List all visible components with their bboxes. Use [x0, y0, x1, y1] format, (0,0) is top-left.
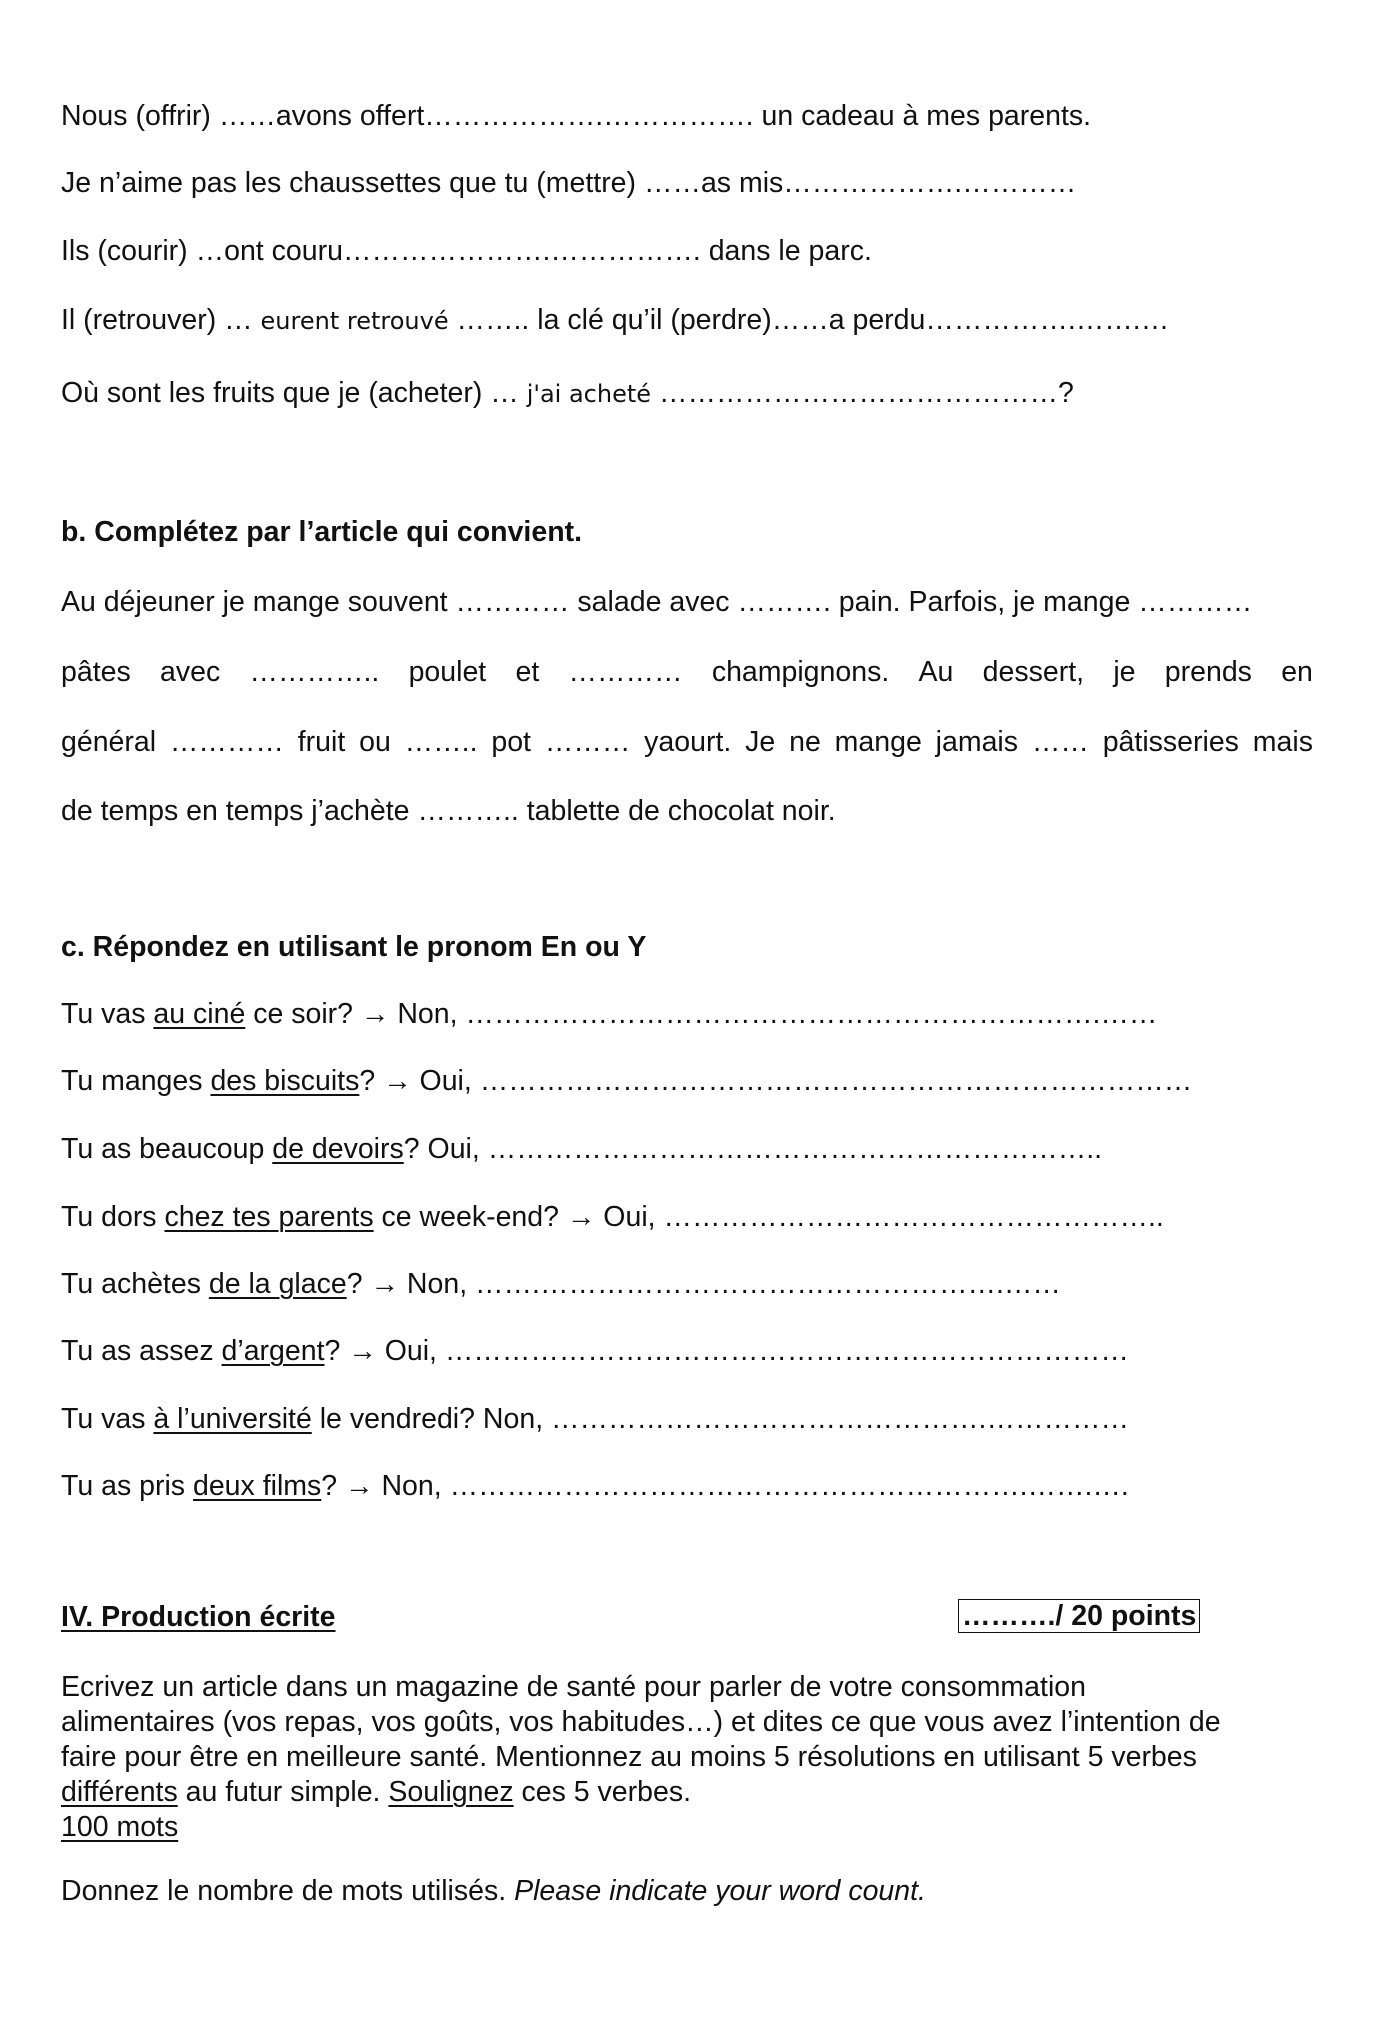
prompt-text: Où sont les fruits que je (acheter) …	[61, 377, 527, 409]
word: prends	[1164, 656, 1252, 688]
question-text: Tu as assez	[61, 1335, 222, 1367]
exercise-c-question-1	[61, 997, 1157, 1031]
exercise-b-line-4: de temps en temps j’achète ……….. tablette de chocolat noir.	[61, 795, 836, 827]
underlined-phrase: chez tes parents	[164, 1201, 374, 1233]
question-text: Tu manges	[61, 1065, 211, 1097]
prompt-text: …….. la clé qu’il (perdre)……	[448, 304, 829, 336]
prompt-text: Nous (offrir) ……	[61, 100, 276, 132]
exercise-c-question-7	[61, 1402, 1129, 1436]
answer-text: ont couru	[224, 235, 343, 267]
exercise-c-question-4	[61, 1200, 1164, 1234]
exercise-c-question-2	[61, 1064, 1192, 1098]
word: ou	[359, 726, 391, 758]
exercise-a-line-1	[61, 99, 1091, 133]
word: pot	[491, 726, 531, 758]
word: avec	[160, 656, 221, 688]
word: général	[61, 726, 157, 758]
blank-text: ………………….……………. dans le parc.	[342, 235, 872, 267]
blank-text: ……………………………………?	[651, 377, 1074, 409]
blank-text: …………..	[249, 656, 380, 688]
prompt-line: Ecrivez un article dans un magazine de santé pour parler de votre consommation	[61, 1671, 1086, 1703]
exercise-a-line-4	[61, 303, 1169, 338]
question-text: Tu vas	[61, 1403, 154, 1435]
blank-text: ……………….…………	[783, 167, 1077, 199]
question-text: ? → Oui, …………………………………………………………………	[359, 1065, 1193, 1097]
section-c-heading: c. Répondez en utilisant le pronom En ou Y	[61, 931, 647, 963]
question-text: ? Oui, ………………………………………………………..	[403, 1133, 1103, 1165]
word: jamais	[935, 726, 1019, 758]
writing-prompt	[61, 1670, 1331, 1845]
prompt-line: alimentaires (vos repas, vos goûts, vos habitudes…) et dites ce que vous avez l’intention de	[61, 1706, 1221, 1738]
word-limit-text: 100 mots	[61, 1811, 179, 1843]
word: yaourt.	[644, 726, 732, 758]
word-limit	[61, 1810, 1331, 1845]
word: mange	[834, 726, 922, 758]
answer-text: as mis	[700, 167, 784, 199]
blank-text: ……..	[404, 726, 478, 758]
prompt-line: faire pour être en meilleure santé. Mentionnez au moins 5 résolutions en utilisant 5 verbes	[61, 1741, 1197, 1773]
question-text: le vendredi? Non, ……………………………………….……………	[311, 1403, 1129, 1435]
blank-text: ……………….……………. un cadeau à mes parents.	[424, 100, 1092, 132]
word: mais	[1252, 726, 1313, 758]
blank-text: ……	[1031, 726, 1089, 758]
answer-text: j'ai acheté	[526, 380, 652, 408]
word: pâtisseries	[1102, 726, 1239, 758]
section-iv-heading: IV. Production écrite	[61, 1601, 336, 1633]
underlined-phrase: à l’université	[153, 1403, 312, 1435]
word: Au	[918, 656, 954, 688]
question-text: ? → Oui, ………………………………………………………………	[324, 1335, 1129, 1367]
exercise-b-line-2	[61, 655, 1313, 689]
word: champignons.	[711, 656, 890, 688]
prompt-text: Il (retrouver) …	[61, 304, 261, 336]
word-count-instruction	[61, 1874, 926, 1908]
question-text: Tu dors	[61, 1201, 165, 1233]
word: ne	[789, 726, 821, 758]
word: en	[1281, 656, 1313, 688]
blank-text: …………	[169, 726, 284, 758]
instruction-text: Donnez le nombre de mots utilisés.	[61, 1875, 515, 1907]
underlined-phrase: de devoirs	[272, 1133, 404, 1165]
underlined-phrase: au ciné	[153, 998, 246, 1030]
word: dessert,	[982, 656, 1085, 688]
question-text: Tu as beaucoup	[61, 1133, 273, 1165]
word: poulet	[408, 656, 487, 688]
answer-text: avons offert	[275, 100, 425, 132]
points-box: ………./ 20 points	[958, 1599, 1200, 1633]
exercise-b-text: Au déjeuner je mange souvent ………… salade avec ………. pain. Parfois, je mange …………	[61, 586, 1253, 618]
question-text: ce week-end? → Oui, ……………………………………………..	[373, 1201, 1164, 1233]
exercise-c-question-6	[61, 1334, 1129, 1368]
exercise-a-line-3	[61, 234, 872, 268]
underlined-phrase: des biscuits	[210, 1065, 360, 1097]
underlined-word: différents	[61, 1776, 178, 1808]
underlined-phrase: d’argent	[221, 1335, 325, 1367]
exercise-a-line-2	[61, 166, 1076, 200]
prompt-text: au futur simple.	[177, 1776, 389, 1808]
section-b-heading: b. Complétez par l’article qui convient.	[61, 516, 583, 548]
exercise-c-question-8	[61, 1469, 1129, 1503]
question-text: ? → Non, …………………………………………………….…….….	[321, 1470, 1129, 1502]
exercise-c-question-3	[61, 1132, 1102, 1166]
exercise-b-line-3	[61, 725, 1313, 759]
prompt-text: Ils (courir) …	[61, 235, 225, 267]
instruction-english: Please indicate your word count.	[514, 1875, 926, 1907]
word: fruit	[297, 726, 346, 758]
word: je	[1113, 656, 1136, 688]
exercise-c-question-5	[61, 1267, 1061, 1301]
blank-text: …………….…….…	[925, 304, 1170, 336]
prompt-line	[61, 1775, 1331, 1810]
question-text: Tu as pris	[61, 1470, 193, 1502]
blank-text: …………	[568, 656, 683, 688]
question-text: Tu vas	[61, 998, 154, 1030]
prompt-text: Je n’aime pas les chaussettes que tu (mettre) ……	[61, 167, 701, 199]
exercise-b-line-1	[61, 585, 1313, 619]
exercise-a-line-5	[61, 376, 1074, 411]
question-text: ce soir? → Non, ………………………………………………………….……	[245, 998, 1158, 1030]
answer-text: eurent retrouvé	[260, 307, 449, 335]
blank-text: ………	[544, 726, 631, 758]
underlined-phrase: de la glace	[208, 1268, 347, 1300]
prompt-text: ces 5 verbes.	[513, 1776, 692, 1808]
word: Je	[745, 726, 776, 758]
question-text: ? → Non, …….………………………………………….……	[346, 1268, 1061, 1300]
underlined-word: Soulignez	[388, 1776, 514, 1808]
word: pâtes	[61, 656, 131, 688]
question-text: Tu achètes	[61, 1268, 209, 1300]
underlined-phrase: deux films	[192, 1470, 322, 1502]
word: et	[515, 656, 540, 688]
answer-text: a perdu	[828, 304, 926, 336]
